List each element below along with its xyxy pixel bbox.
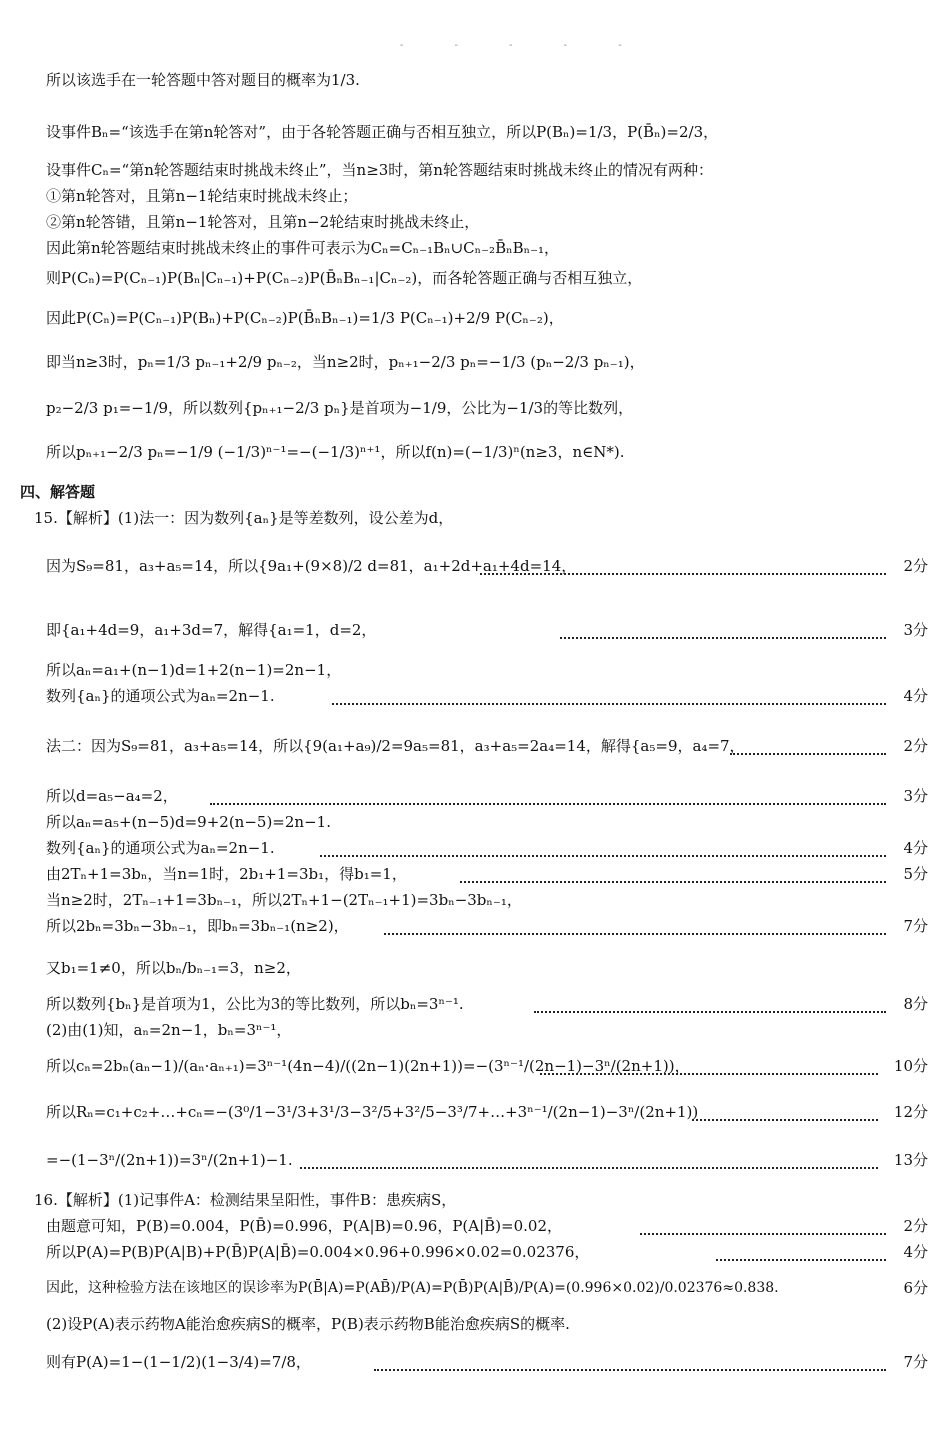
text-line: p₂−2/3 p₁=−1/9，所以数列{pₙ₊₁−2/3 pₙ}是首项为−1/9，公比为−1/3的等比数列， (46, 399, 634, 417)
leader-dots (560, 637, 886, 639)
score: 6分 (903, 1279, 928, 1297)
question-16-head: 16.【解析】(1)记事件A：检测结果呈阳性，事件B：患疾病S， (34, 1191, 457, 1209)
score: 2分 (903, 557, 928, 575)
leader-dots (540, 1073, 878, 1075)
text-line: 设事件Bₙ=“该选手在第n轮答对”，由于各轮答题正确与否相互独立，所以P(Bₙ)=1/3，P(B̄ₙ)=2/3， (46, 123, 719, 141)
score: 4分 (903, 687, 928, 705)
leader-dots (384, 933, 886, 935)
text-line: 所以该选手在一轮答题中答对题目的概率为1/3. (46, 71, 360, 89)
score: 7分 (903, 1353, 928, 1371)
solution-line: 所以数列{bₙ}是首项为1，公比为3的等比数列，所以bₙ=3ⁿ⁻¹. (46, 995, 464, 1013)
text-line: 所以pₙ₊₁−2/3 pₙ=−1/9 (−1/3)ⁿ⁻¹=−(−1/3)ⁿ⁺¹，所以f(n)=(−1/3)ⁿ(n≥3，n∈N*). (46, 443, 625, 461)
leader-dots (460, 881, 886, 883)
solution-line: 则有P(A)=1−(1−1/2)(1−3/4)=7/8， (46, 1353, 311, 1371)
leader-dots (374, 1369, 886, 1371)
score: 4分 (903, 839, 928, 857)
leader-dots (534, 1011, 886, 1013)
solution-line: 又b₁=1≠0，所以bₙ/bₙ₋₁=3，n≥2， (46, 959, 301, 977)
text-line: 因此第n轮答题结束时挑战未终止的事件可表示为Cₙ=Cₙ₋₁Bₙ∪Cₙ₋₂B̄ₙBₙ₋₁， (46, 239, 560, 257)
solution-line: 因此，这种检验方法在该地区的误诊率为P(B̄|A)=P(AB̄)/P(A)=P(B̄)P(A|B̄)/P(A)=(0.996×0.02)/0.02376≈0.838. (46, 1280, 779, 1296)
leader-dots (332, 703, 886, 705)
solution-line: 数列{aₙ}的通项公式为aₙ=2n−1. (46, 839, 275, 857)
text-line: 即当n≥3时，pₙ=1/3 pₙ₋₁+2/9 pₙ₋₂，当n≥2时，pₙ₊₁−2/3 pₙ=−1/3 (pₙ−2/3 pₙ₋₁)， (46, 353, 645, 371)
leader-dots (320, 855, 886, 857)
solution-line: 所以cₙ=2bₙ(aₙ−1)/(aₙ·aₙ₊₁)=3ⁿ⁻¹(4n−4)/((2n−1)(2n+1))=−(3ⁿ⁻¹/(2n−1)−3ⁿ/(2n+1))， (46, 1057, 690, 1075)
solution-line: 当n≥2时，2Tₙ₋₁+1=3bₙ₋₁，所以2Tₙ+1−(2Tₙ₋₁+1)=3bₙ−3bₙ₋₁， (46, 891, 522, 909)
leader-dots (640, 1233, 886, 1235)
solution-line: 法二：因为S₉=81，a₃+a₅=14，所以{9(a₁+a₉)/2=9a₅=81，a₃+a₅=2a₄=14，解得{a₅=9，a₄=7， (46, 737, 745, 755)
solution-line: 由题意可知，P(B)=0.004，P(B̄)=0.996，P(A|B)=0.96，P(A|B̄)=0.02， (46, 1217, 563, 1235)
text-line: ②第n轮答错，且第n−1轮答对，且第n−2轮结束时挑战未终止， (46, 213, 480, 231)
top-marks: - - - - - (400, 40, 646, 51)
score: 2分 (903, 737, 928, 755)
leader-dots (210, 803, 886, 805)
solution-line: 所以P(A)=P(B)P(A|B)+P(B̄)P(A|B̄)=0.004×0.96+0.996×0.02=0.02376， (46, 1243, 590, 1261)
score: 3分 (903, 621, 928, 639)
text-line: ①第n轮答对，且第n−1轮结束时挑战未终止； (46, 187, 358, 205)
text-line: 因此P(Cₙ)=P(Cₙ₋₁)P(Bₙ)+P(Cₙ₋₂)P(B̄ₙBₙ₋₁)=1/3 P(Cₙ₋₁)+2/9 P(Cₙ₋₂)， (46, 309, 564, 327)
text-line: 设事件Cₙ=“第n轮答题结束时挑战未终止”，当n≥3时，第n轮答题结束时挑战未终止的情况有两种： (46, 161, 713, 179)
score: 2分 (903, 1217, 928, 1235)
score: 13分 (893, 1151, 928, 1169)
score: 4分 (903, 1243, 928, 1261)
leader-dots (716, 1259, 886, 1261)
solution-line: (2)设P(A)表示药物A能治愈疾病S的概率，P(B)表示药物B能治愈疾病S的概率. (46, 1315, 570, 1333)
score: 3分 (903, 787, 928, 805)
solution-line: 所以aₙ=a₅+(n−5)d=9+2(n−5)=2n−1. (46, 813, 331, 831)
solution-line: (2)由(1)知，aₙ=2n−1，bₙ=3ⁿ⁻¹， (46, 1021, 292, 1039)
score: 5分 (903, 865, 928, 883)
question-15-head: 15.【解析】(1)法一：因为数列{aₙ}是等差数列，设公差为d， (34, 509, 454, 527)
solution-line: 所以aₙ=a₁+(n−1)d=1+2(n−1)=2n−1， (46, 661, 342, 679)
leader-dots (730, 753, 886, 755)
leader-dots (300, 1167, 878, 1169)
leader-dots (480, 573, 886, 575)
solution-line: 所以d=a₅−a₄=2， (46, 787, 178, 805)
solution-line: =−(1−3ⁿ/(2n+1))=3ⁿ/(2n+1)−1. (46, 1151, 293, 1169)
score: 7分 (903, 917, 928, 935)
solution-line: 即{a₁+4d=9，a₁+3d=7，解得{a₁=1，d=2， (46, 621, 377, 639)
score: 12分 (893, 1103, 928, 1121)
solution-line: 由2Tₙ+1=3bₙ，当n=1时，2b₁+1=3b₁，得b₁=1， (46, 865, 407, 883)
score: 8分 (903, 995, 928, 1013)
solution-line: 所以2bₙ=3bₙ−3bₙ₋₁，即bₙ=3bₙ₋₁(n≥2)， (46, 917, 349, 935)
solution-line: 所以Rₙ=c₁+c₂+…+cₙ=−(3⁰/1−3¹/3+3¹/3−3²/5+3²/5−3³/7+…+3ⁿ⁻¹/(2n−1)−3ⁿ/(2n+1)) (46, 1103, 699, 1121)
score: 10分 (893, 1057, 928, 1075)
text-line: 则P(Cₙ)=P(Cₙ₋₁)P(Bₙ|Cₙ₋₁)+P(Cₙ₋₂)P(B̄ₙBₙ₋₁|Cₙ₋₂)，而各轮答题正确与否相互独立， (46, 269, 643, 287)
solution-line: 数列{aₙ}的通项公式为aₙ=2n−1. (46, 687, 275, 705)
leader-dots (692, 1119, 878, 1121)
section-heading: 四、解答题 (20, 483, 96, 501)
solution-line: 因为S₉=81，a₃+a₅=14，所以{9a₁+(9×8)/2 d=81，a₁+2d+a₁+4d=14， (46, 557, 577, 575)
